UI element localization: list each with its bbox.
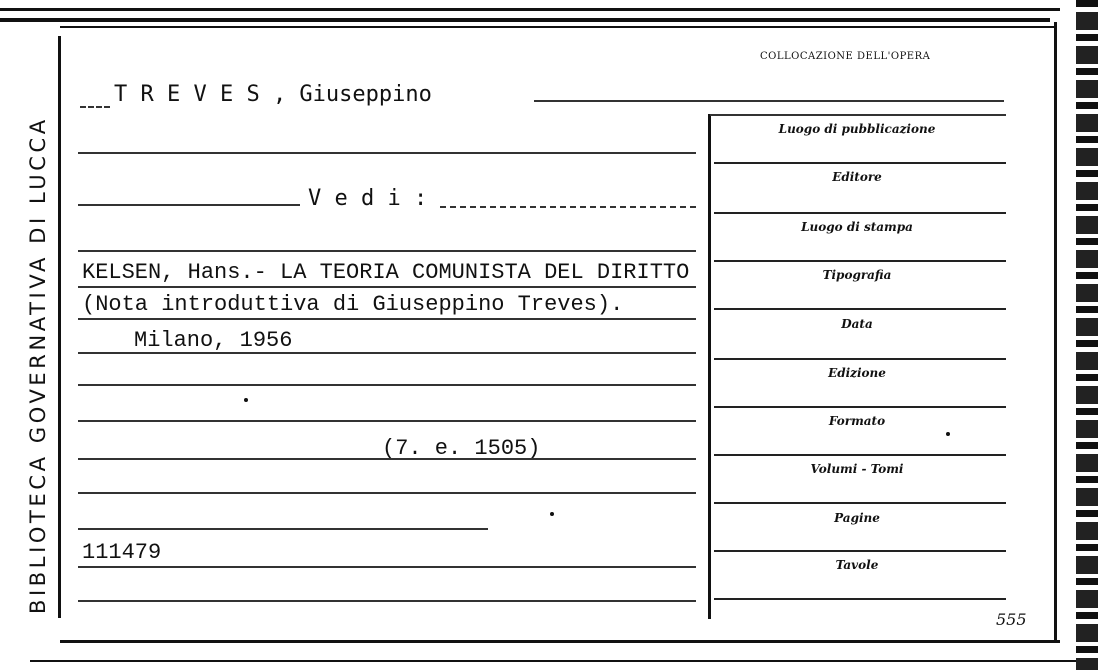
card-right-border	[1054, 22, 1057, 642]
rule-header-right	[534, 100, 1004, 102]
author-heading: T R E V E S , Giuseppino	[114, 82, 432, 107]
rule-4	[78, 318, 696, 320]
field-luogo-pubblicazione: Luogo di pubblicazione	[778, 122, 936, 136]
speck	[550, 512, 554, 516]
field-rule	[714, 162, 1006, 164]
page-number: 555	[996, 610, 1027, 629]
collocazione-title: COLLOCAZIONE DELL'OPERA	[760, 51, 931, 62]
library-side-label: BIBLIOTECA GOVERNATIVA DI LUCCA	[26, 116, 50, 614]
field-rule	[714, 502, 1006, 504]
top-scan-edge	[0, 8, 1060, 11]
rule-6	[78, 384, 696, 386]
rule-2	[78, 250, 696, 252]
field-tipografia: Tipografia	[822, 268, 892, 282]
speck	[244, 398, 248, 402]
field-rule	[714, 406, 1006, 408]
field-pagine: Pagine	[834, 511, 880, 525]
rule-1	[78, 152, 696, 154]
fields-top-rule	[710, 114, 1006, 116]
speck	[946, 432, 950, 436]
field-luogo-stampa: Luogo di stampa	[801, 220, 913, 234]
bottom-scan-edge	[60, 640, 1060, 643]
rule-10	[78, 528, 488, 530]
scan-right-edge	[1076, 0, 1098, 670]
bottom-scan-edge-2	[30, 660, 1080, 662]
rule-8	[78, 458, 696, 460]
rule-header	[80, 106, 110, 108]
field-editore: Editore	[832, 170, 882, 184]
rule-7	[78, 420, 696, 422]
field-volumi-tomi: Volumi - Tomi	[810, 462, 904, 476]
field-rule	[714, 454, 1006, 456]
field-tavole: Tavole	[835, 558, 879, 572]
rule-3	[78, 286, 696, 288]
rule-see-right	[440, 206, 696, 208]
rule-see-left	[78, 204, 300, 206]
field-rule	[714, 550, 1006, 552]
field-data: Data	[841, 317, 873, 331]
field-rule	[714, 308, 1006, 310]
reference-line-2: (Nota introduttiva di Giuseppino Treves).	[82, 292, 624, 317]
see-label: V e d i :	[308, 186, 428, 211]
inventory-number: 111479	[82, 540, 162, 565]
top-scan-edge-2	[0, 18, 1050, 22]
reference-line-1: KELSEN, Hans.- LA TEORIA COMUNISTA DEL DIRITTO	[82, 260, 690, 285]
rule-12	[78, 600, 696, 602]
field-rule	[714, 212, 1006, 214]
rule-5	[78, 352, 696, 354]
field-formato: Formato	[828, 414, 886, 428]
rule-11	[78, 566, 696, 568]
card-left-border	[58, 36, 61, 618]
field-rule	[714, 358, 1006, 360]
fields-column-border	[708, 114, 711, 619]
field-rule	[714, 598, 1006, 600]
reference-line-3: Milano, 1956	[134, 328, 293, 353]
shelfmark: (7. e. 1505)	[382, 436, 541, 461]
field-rule	[714, 260, 1006, 262]
field-edizione: Edizione	[828, 366, 886, 380]
rule-9	[78, 492, 696, 494]
top-scan-edge-3	[60, 26, 1056, 28]
